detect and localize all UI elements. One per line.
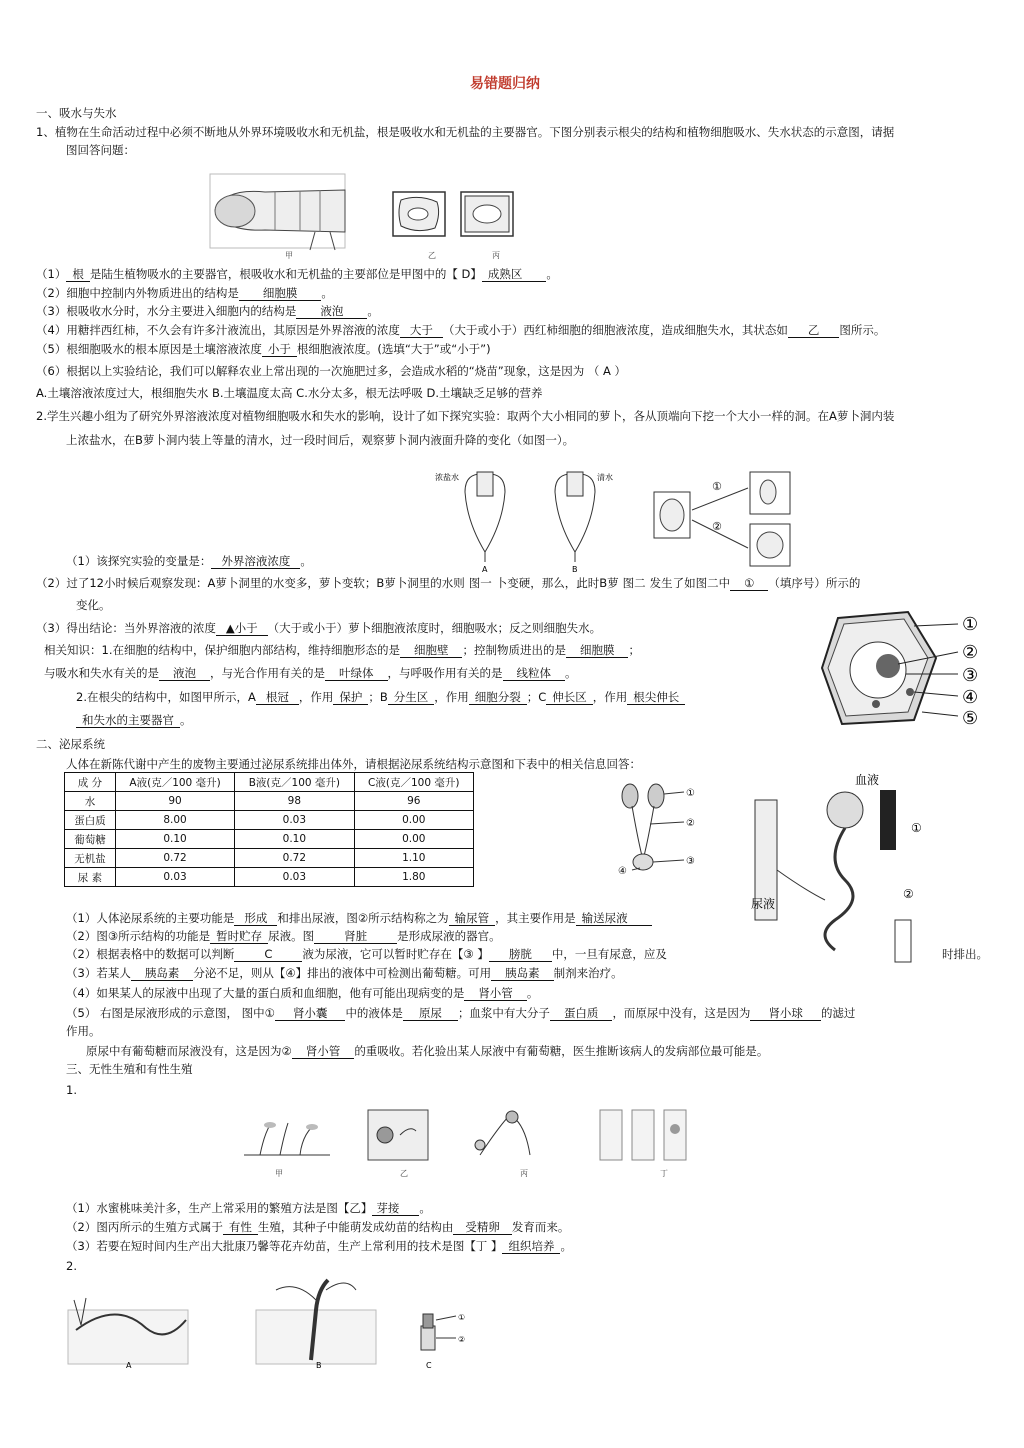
answer-blank: 大于 (400, 323, 443, 338)
fig-label-b: B (316, 1361, 322, 1370)
answer-blank: 膀胱 (489, 947, 552, 962)
answer-blank: 暂时贮存 (210, 929, 268, 944)
cell-label-4: ④ (962, 687, 979, 708)
section-heading-1: 一、吸水与失水 (36, 106, 117, 120)
answer-blank: 外界溶液浓度 (211, 554, 300, 569)
answer-blank: 根尖伸长 (627, 690, 685, 705)
related-knowledge-3: 2.在根尖的结构中，如图甲所示，A 根冠 ，作用 保护 ；B 分生区 ，作用 细胞分裂 ；C 伸长区 ，作用 根尖伸长 (76, 689, 685, 705)
answer-blank: 胰岛素 (491, 966, 554, 981)
table-cell: 无机盐 (65, 849, 116, 868)
answer-blank: 小于 (262, 342, 297, 357)
answer-blank: 线粒体 (503, 666, 566, 681)
section-heading-2: 二、泌尿系统 (36, 737, 105, 751)
nephron-figure (745, 770, 945, 965)
answer-blank: 受精卵 (453, 1220, 512, 1235)
table-header: B液(克／100 毫升) (235, 773, 354, 792)
fig-label-1: ① (458, 1313, 466, 1322)
s2-q7: 原尿中有葡萄糖而尿液没有，这是因为② 肾小管 的重吸收。若化验出某人尿液中有葡萄糖，医生推断该病人的发病部位最可能是。 (86, 1044, 769, 1058)
q1-2: （2）细胞中控制内外物质进出的结构是 细胞膜 。 (36, 286, 333, 300)
s2-q3: （2）根据表格中的数据可以判断 C 液为尿液，它可以暂时贮存在【③ 】 膀胱 中，一旦有尿意，应及 (66, 947, 667, 961)
fig-caption-ding-2: 丁 (660, 1169, 668, 1178)
plant-cells-figure (385, 186, 525, 246)
fig2-label-2: ② (712, 520, 722, 533)
table-header: 成 分 (65, 773, 116, 792)
s2-q4: （3）若某人 胰岛素 分泌不足，则从【④】排出的液体中可检测出葡萄糖。可用 胰岛素 制剂来治疗。 (66, 966, 623, 980)
table-cell: 98 (235, 792, 354, 811)
table-row (65, 792, 474, 811)
urinary-label-3: ③ (686, 856, 695, 867)
fig-caption-yi: 乙 (428, 251, 436, 260)
s3-num-2: 2. (66, 1259, 77, 1273)
table-cell: 8.00 (115, 811, 234, 830)
table-cell: 96 (354, 792, 473, 811)
q1-3: （3）根吸收水分时，水分主要进入细胞内的结构是 液泡 。 (36, 304, 379, 318)
s2-q5: （4）如果某人的尿液中出现了大量的蛋白质和血细胞，他有可能出现病变的是 肾小管 。 (66, 986, 539, 1000)
q1-1: （1） 根 是陆生植物吸水的主要器官，根吸收水和无机盐的主要部位是甲图中的【 D】 成熟区 。 (36, 267, 558, 281)
answer-blank: 细胞膜 (239, 286, 322, 301)
answer-blank: 肾小管 (292, 1044, 355, 1059)
urine-composition-table (64, 772, 474, 887)
table-cell: 0.03 (235, 868, 354, 887)
nephron-label-blood: 血液 (855, 773, 880, 787)
urinary-system-figure (610, 780, 710, 880)
answer-blank: ① (730, 576, 768, 591)
answer-blank: 芽接 (372, 1201, 419, 1216)
answer-blank: 根 (66, 267, 90, 282)
table-header: C液(克／100 毫升) (354, 773, 473, 792)
table-cell: 0.03 (235, 811, 354, 830)
table-cell: 1.80 (354, 868, 473, 887)
table-cell: 葡萄糖 (65, 830, 116, 849)
answer-blank: 伸长区 (546, 690, 593, 705)
answer-blank: 原尿 (403, 1006, 458, 1021)
s3-q2: （2）图丙所示的生殖方式属于 有性 生殖，其种子中能萌发成幼苗的结构由 受精卵 发育而来。 (66, 1220, 570, 1234)
cell-label-5: ⑤ (962, 708, 979, 729)
fig-label-a: A (126, 1361, 132, 1370)
urinary-label-2: ② (686, 818, 695, 829)
answer-blank: 蛋白质 (550, 1006, 613, 1021)
table-cell: 尿 素 (65, 868, 116, 887)
q1-6: （6）根据以上实验结论，我们可以解释农业上常出现的一次施肥过多，会造成水稻的“烧苗”现象，这是因为 （ A ） (36, 364, 627, 378)
answer-blank: 肾小管 (464, 986, 527, 1001)
q2-1: （1）该探究实验的变量是： 外界溶液浓度 。 (66, 554, 312, 568)
animal-cell-figure (818, 608, 988, 730)
answer-blank: 细胞壁 (400, 643, 463, 658)
answer-blank: 肾小囊 (275, 1006, 346, 1021)
urinary-label-4: ④ (618, 866, 627, 877)
fig-caption-jia-2: 甲 (275, 1169, 283, 1178)
answer-blank: 有性 (223, 1220, 258, 1235)
answer-blank: 输尿管 (449, 911, 496, 926)
answer-blank: 液泡 (159, 666, 210, 681)
answer-blank: 液泡 (296, 304, 367, 319)
table-cell: 0.00 (354, 830, 473, 849)
s2-intro: 人体在新陈代谢中产生的废物主要通过泌尿系统排出体外，请根据泌尿系统结构示意图和下表中的相关信息回答： (66, 757, 641, 771)
table-cell: 0.10 (115, 830, 234, 849)
q1-intro-2: 图回答问题： (66, 143, 135, 157)
cell-label-3: ③ (962, 665, 979, 686)
nephron-label-1: ① (911, 821, 922, 835)
s3-num-1: 1. (66, 1083, 77, 1097)
fig-caption-yi-2: 乙 (400, 1169, 408, 1178)
answer-blank: 形成 (234, 911, 277, 926)
s2-q6: （5） 右图是尿液形成的示意图， 图中① 肾小囊 中的液体是 原尿 ；血浆中有大分子 蛋白质 ，而原尿中没有，这是因为 肾小球 的滤过 (66, 1006, 856, 1020)
answer-blank: ▲小于 (216, 621, 268, 636)
fig-caption-bing: 丙 (492, 251, 500, 260)
answer-blank: 成熟区 (482, 267, 547, 282)
answer-blank: 根冠 (256, 690, 299, 705)
nephron-label-urine: 尿液 (751, 897, 776, 911)
q2-intro-2: 上浓盐水，在B萝卜洞内装上等量的清水，过一段时间后，观察萝卜洞内液面升降的变化（如图一）。 (66, 433, 575, 447)
table-cell: 1.10 (354, 849, 473, 868)
fig-caption-bing-2: 丙 (520, 1169, 528, 1178)
propagation-figures (240, 1105, 700, 1175)
table-cell: 0.03 (115, 868, 234, 887)
answer-blank: 叶绿体 (325, 666, 388, 681)
cell-label-1: ① (962, 614, 979, 635)
s2-q3-end: 时排出。 (942, 947, 988, 961)
table-row (65, 868, 474, 887)
answer-blank: 保护 (333, 690, 368, 705)
q2-2-cont: 变化。 (76, 598, 111, 612)
table-cell: 0.00 (354, 811, 473, 830)
answer-blank: 分生区 (388, 690, 435, 705)
answer-blank: 肾脏 (314, 929, 397, 944)
s2-q6-cont: 作用。 (66, 1024, 101, 1038)
table-row (65, 849, 474, 868)
fig1-label-water: 清水 (597, 473, 613, 482)
s3-q1: （1）水蜜桃味美汁多，生产上常采用的繁殖方法是图【乙】 芽接 。 (66, 1201, 431, 1215)
table-cell: 0.72 (235, 849, 354, 868)
related-knowledge-2: 与吸水和失水有关的是 液泡 ，与光合作用有关的是 叶绿体 ，与呼吸作用有关的是 线粒体 。 (44, 666, 577, 680)
table-row (65, 811, 474, 830)
answer-blank: 细胞膜 (566, 643, 629, 658)
nephron-label-2: ② (903, 887, 914, 901)
cell-change-figure (650, 470, 810, 570)
related-knowledge-4: 和失水的主要器官 。 (76, 712, 192, 728)
answer-blank: 细胞分裂 (469, 690, 527, 705)
q1-6-options: A.土壤溶液浓度过大，根细胞失水 B.土壤温度太高 C.水分太多，根无法呼吸 D.土壤缺乏足够的营养 (36, 386, 543, 400)
answer-blank: 组织培养 (502, 1239, 560, 1254)
table-cell: 蛋白质 (65, 811, 116, 830)
radish-experiment-figure (435, 462, 625, 572)
answer-blank: C (234, 947, 302, 962)
fig-label-2: ② (458, 1335, 466, 1344)
s3-q3: （3）若要在短时间内生产出大批康乃馨等花卉幼苗，生产上常利用的技术是图【丁 】 组织培养 。 (66, 1239, 572, 1253)
answer-blank: 胰岛素 (131, 966, 194, 981)
urinary-label-1: ① (686, 788, 695, 799)
q1-4: （4）用糖拌西红柿，不久会有许多汁液流出，其原因是外界溶液的浓度 大于 （大于或小于）西红柿细胞的细胞液浓度，造成细胞失水，其状态如 乙 图所示。 (36, 323, 886, 337)
fig2-label-1: ① (712, 480, 722, 493)
table-row (65, 830, 474, 849)
s2-q1: （1）人体泌尿系统的主要功能是 形成 和排出尿液，图②所示结构称之为 输尿管 ，其主要作用是 输送尿液 (66, 910, 652, 926)
fig-caption-jia: 甲 (285, 251, 293, 260)
fig1-label-b: B (572, 565, 578, 572)
s2-q2: （2）图③所示结构的功能是 暂时贮存 尿液。图 肾脏 是形成尿液的器官。 (66, 929, 501, 943)
root-tip-figure (205, 170, 355, 260)
cell-label-2: ② (962, 642, 979, 663)
fig1-label-salt: 浓盐水 (435, 473, 459, 482)
fig-label-c: C (426, 1361, 432, 1370)
page-title: 易错题归纳 (470, 76, 540, 92)
q2-3: （3）得出结论：当外界溶液的浓度 ▲小于 （大于或小于）萝卜细胞液浓度时，细胞吸水；反之则细胞失水。 (36, 621, 602, 635)
table-cell: 0.10 (235, 830, 354, 849)
q1-intro: 1、植物在生命活动过程中必须不断地从外界环境吸收水和无机盐，根是吸收水和无机盐的主要器官。下图分别表示根尖的结构和植物细胞吸水、失水状态的示意图，请据 (36, 125, 895, 139)
answer-blank: 乙 (788, 323, 840, 338)
table-header: A液(克／100 毫升) (115, 773, 234, 792)
answer-blank: 和失水的主要器官 (76, 713, 180, 728)
related-knowledge-1: 相关知识：1.在细胞的结构中，保护细胞内部结构，维持细胞形态的是 细胞壁 ；控制物质进出的是 细胞膜 ； (44, 643, 640, 657)
table-cell: 0.72 (115, 849, 234, 868)
q2-2: （2）过了12小时候后观察发现：A萝卜洞里的水变多，萝卜变软；B萝卜洞里的水则 图一 卜变硬，那么，此时B萝 图二 发生了如图二中 ① （填序号）所示的 (36, 576, 861, 590)
section-heading-3: 三、无性生殖和有性生殖 (66, 1062, 193, 1076)
q1-5: （5）根细胞吸水的根本原因是土壤溶液浓度 小于 根细胞液浓度。(选填“大于”或“小于”) (36, 342, 491, 356)
fig1-label-a: A (482, 565, 488, 572)
answer-blank: 输送尿液 (576, 911, 652, 926)
answer-blank: 肾小球 (750, 1006, 821, 1021)
q2-intro: 2.学生兴趣小组为了研究外界溶液浓度对植物细胞吸水和失水的影响，设计了如下探究实验：取两个大小相同的萝卜，各从顶端向下挖一个大小一样的洞。在A萝卜洞内装 (36, 409, 895, 423)
table-cell: 水 (65, 792, 116, 811)
table-cell: 90 (115, 792, 234, 811)
grafting-figures (66, 1270, 476, 1370)
